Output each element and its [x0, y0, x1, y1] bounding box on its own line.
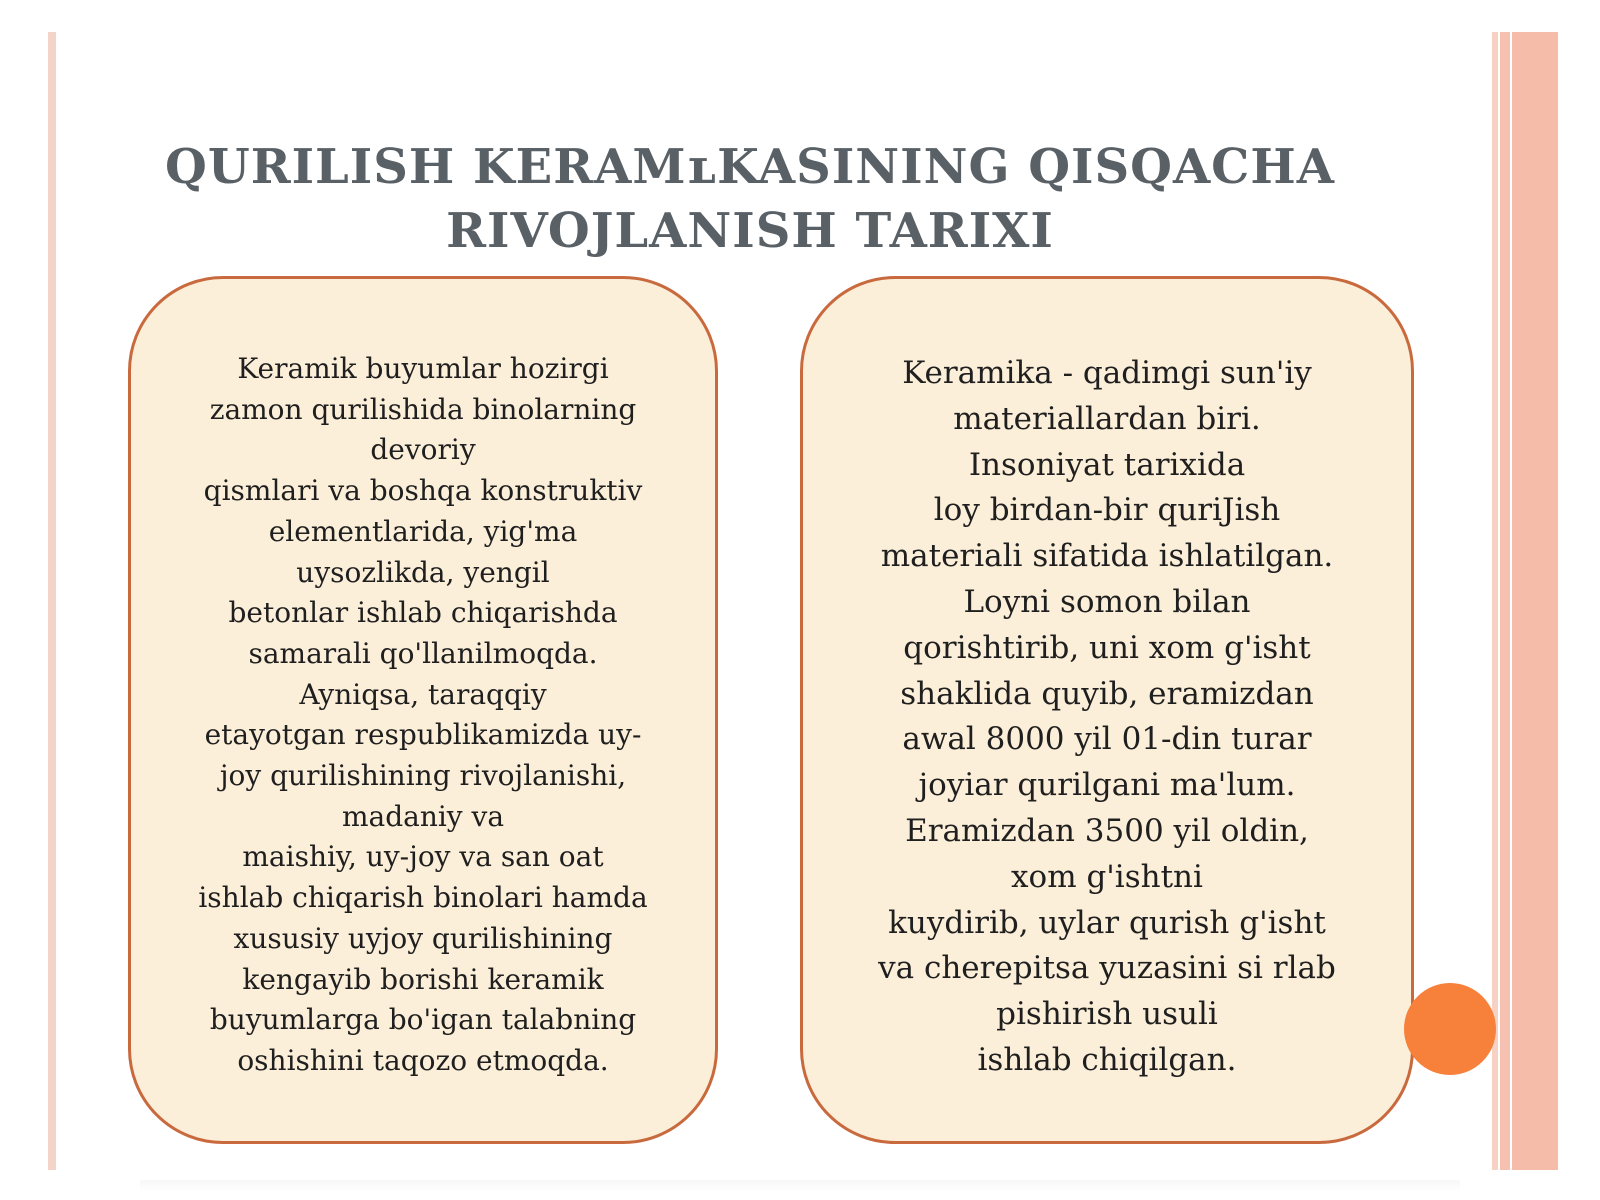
left-text-box	[128, 276, 718, 1144]
right-box-line: qorishtirib, uni xom g'isht	[903, 629, 1311, 666]
left-box-line: maishiy, uy-joy va san oat	[242, 840, 604, 874]
left-box-line: elementlarida, yig'ma	[268, 514, 578, 548]
right-box-line: Insoniyat tarixida	[968, 446, 1246, 483]
right-decorative-stripe	[1500, 32, 1510, 1170]
right-box-line: materiallardan biri.	[953, 400, 1261, 437]
left-box-line: uysozlikda, yengil	[296, 555, 550, 589]
right-box-line: va cherepitsa yuzasini si rlab	[878, 950, 1336, 987]
left-box-line: zamon qurilishida binolarning	[209, 392, 637, 426]
left-box-line: betonlar ishlab chiqarishda	[228, 596, 618, 630]
left-box-line: kengayib borishi keramik	[242, 962, 604, 996]
slide-title	[140, 135, 1360, 263]
right-box-line: pishirish usuli	[996, 996, 1218, 1033]
right-box-line: Keramika - qadimgi sun'iy	[902, 355, 1312, 391]
right-box-line: Eramizdan 3500 yil oldin,	[905, 812, 1309, 849]
right-box-line: shaklida quyib, eramizdan	[900, 675, 1314, 712]
left-box-line: qismlari va boshqa konstruktiv	[203, 474, 643, 508]
left-box-line: Keramik buyumlar hozirgi	[237, 352, 609, 385]
decorative-orange-dot	[1404, 983, 1496, 1075]
right-box-line: loy birdan-bir quriJish	[933, 492, 1281, 529]
slide-title-line-2: RIVOJLANISH TARIXI	[446, 203, 1054, 259]
left-box-line: etayotgan respublikamizda uy-	[204, 718, 642, 752]
left-box-line: ishlab chiqarish binolari hamda	[198, 881, 648, 915]
right-text-box	[800, 276, 1414, 1144]
left-box-line: buyumlarga bo'igan talabning	[209, 1003, 637, 1037]
right-decorative-band	[1512, 32, 1558, 1170]
right-box-line: materiali sifatida ishlatilgan.	[880, 538, 1334, 575]
left-box-line: xususiy uyjoy qurilishining	[233, 921, 613, 955]
bottom-shadow	[140, 1180, 1460, 1192]
right-box-line: Loyni somon bilan	[963, 583, 1251, 620]
left-box-line: samarali qo'llanilmoqda.	[248, 636, 598, 670]
right-decorative-stripe	[1492, 32, 1498, 1170]
right-box-line: joyiar qurilgani ma'lum.	[918, 767, 1296, 804]
right-box-line: kuydirib, uylar qurish g'isht	[888, 904, 1326, 941]
slide-title-line-1: QURILISH KERAMʟKASINING QISQACHA	[165, 139, 1335, 195]
left-box-line: Ayniqsa, taraqqiy	[299, 677, 547, 711]
left-decorative-rule	[48, 32, 56, 1170]
left-box-line: oshishini taqozo etmoqda.	[237, 1043, 609, 1077]
right-box-line: awal 8000 yil 01-din turar	[902, 721, 1312, 758]
right-box-line: ishlab chiqilgan.	[977, 1041, 1237, 1078]
right-box-line: xom g'ishtni	[1011, 858, 1203, 895]
left-box-line: madaniy va	[341, 799, 505, 833]
left-box-line: devoriy	[370, 433, 476, 467]
left-box-line: joy qurilishining rivojlanishi,	[219, 759, 627, 793]
